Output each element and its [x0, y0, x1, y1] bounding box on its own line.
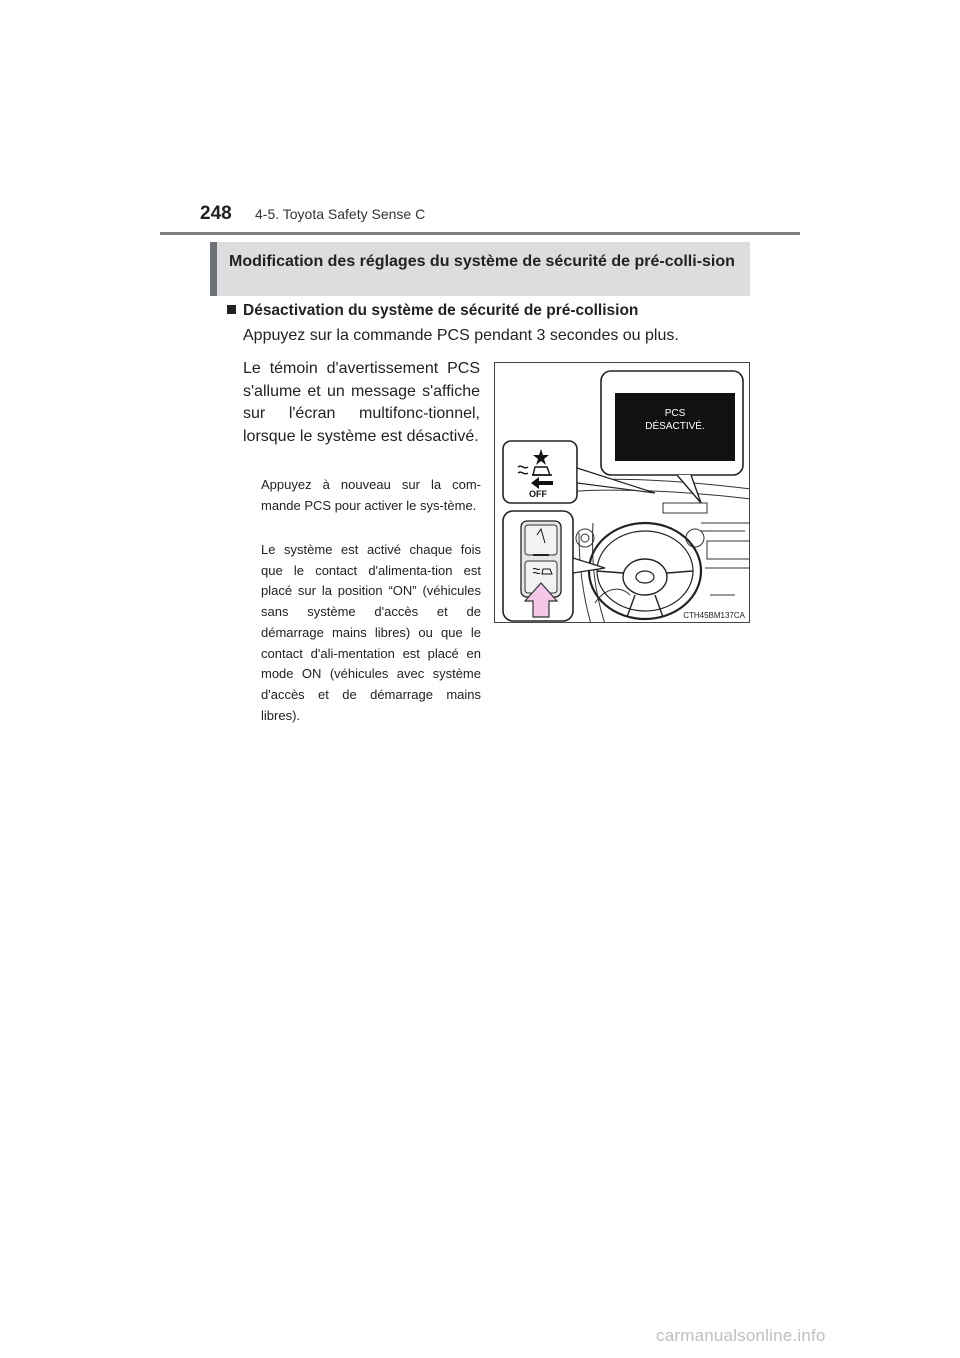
page-number: 248	[200, 203, 232, 224]
figure-code: CTH45BM137CA	[683, 611, 745, 620]
note-reactivate: Appuyez à nouveau sur la com-mande PCS pour activer le sys-tème.	[261, 477, 481, 513]
section-title: Modification des réglages du système de sécurité de pré-colli-sion	[229, 253, 735, 270]
off-indicator-label: OFF	[529, 489, 547, 499]
header-rule	[160, 232, 800, 235]
subsection-heading	[227, 302, 638, 320]
chapter-title: 4-5. Toyota Safety Sense C	[255, 206, 426, 222]
instruction-text: Appuyez sur la commande PCS pendant 3 secondes ou plus.	[243, 327, 679, 344]
square-bullet-icon	[227, 305, 236, 314]
display-message	[615, 407, 735, 433]
watermark: carmanualsonline.info	[656, 1326, 826, 1345]
display-message-line2: DÉSACTIVÉ.	[645, 421, 705, 432]
body-paragraph: Le témoin d'avertissement PCS s'allume et un message s'affiche sur l'écran multifonc-tionnel, lorsque le système est désactivé.	[243, 360, 480, 445]
section-title-box	[210, 242, 750, 296]
note-power-on: Le système est activé chaque fois que le contact d'alimenta-tion est placé sur la position “ON” (véhicules sans système d'accès et de démarrage mains libres) ou que le contact d'ali-mentation est placé en mode ON (véhicules avec système d'accès et de démarrage mains libres).	[261, 542, 481, 723]
dashboard-illustration	[494, 362, 750, 623]
display-message-line1: PCS	[664, 408, 686, 419]
subsection-heading-text: Désactivation du système de sécurité de pré-collision	[243, 302, 639, 319]
